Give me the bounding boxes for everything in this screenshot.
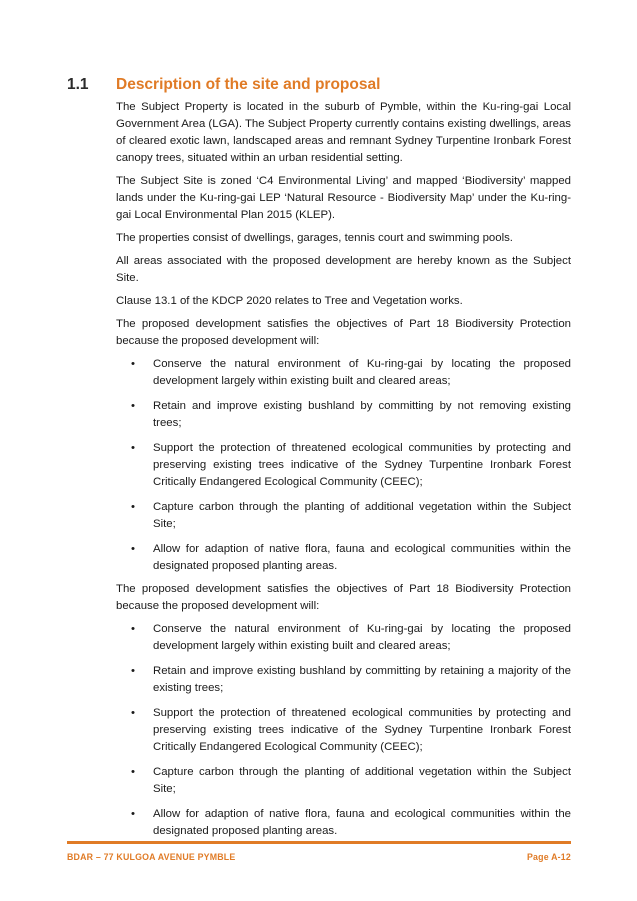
- bullet-item: [116, 499, 571, 533]
- bullet-icon: •: [131, 766, 135, 778]
- bullet-icon: •: [131, 442, 135, 454]
- bullet-item: [116, 440, 571, 491]
- bullet-text: Support the protection of threatened ecological communities by protecting and preserving existing trees indicative of the Sydney Turpentine Ironbark Forest Critically Endangered Ecological Community (CEEC);: [153, 707, 571, 753]
- bullet-icon: •: [131, 665, 135, 677]
- bullet-item: [116, 621, 571, 655]
- section-title: Description of the site and proposal: [116, 76, 381, 93]
- bullet-icon: •: [131, 808, 135, 820]
- paragraph: The proposed development satisfies the objectives of Part 18 Biodiversity Protection because the proposed development will:: [116, 318, 571, 347]
- paragraph: All areas associated with the proposed development are hereby known as the Subject Site.: [116, 255, 571, 284]
- bullet-text: Capture carbon through the planting of additional vegetation within the Subject Site;: [153, 501, 571, 530]
- paragraph: The Subject Site is zoned ‘C4 Environmental Living’ and mapped ‘Biodiversity’ mapped lands under the Ku-ring-gai LEP ‘Natural Resource - Biodiversity Map’ under the Ku-ring-gai Local Environmental Plan 2015 (KLEP).: [116, 175, 571, 221]
- bullet-text: Allow for adaption of native flora, fauna and ecological communities within the designated proposed planting areas.: [153, 808, 571, 837]
- section-number: 1.1: [67, 76, 89, 93]
- bullet-item: [116, 705, 571, 756]
- section-heading: [67, 76, 380, 94]
- bullet-text: Support the protection of threatened ecological communities by protecting and preserving existing trees indicative of the Sydney Turpentine Ironbark Forest Critically Endangered Ecological Community (CEEC);: [153, 442, 571, 488]
- paragraph: The properties consist of dwellings, garages, tennis court and swimming pools.: [116, 232, 513, 244]
- bullet-icon: •: [131, 358, 135, 370]
- footer-page-number: Page A-12: [526, 852, 571, 862]
- paragraph: Clause 13.1 of the KDCP 2020 relates to Tree and Vegetation works.: [116, 295, 463, 307]
- bullet-item: [116, 764, 571, 798]
- bullet-item: [116, 663, 571, 697]
- bullet-text: Conserve the natural environment of Ku-ring-gai by locating the proposed development largely within existing built and cleared areas;: [153, 623, 571, 652]
- bullet-text: Allow for adaption of native flora, fauna and ecological communities within the designated proposed planting areas.: [153, 543, 571, 572]
- bullet-text: Retain and improve existing bushland by committing by retaining a majority of the existing trees;: [153, 665, 571, 694]
- bullet-icon: •: [131, 501, 135, 513]
- bullet-list-1: [116, 356, 571, 575]
- bullet-text: Capture carbon through the planting of additional vegetation within the Subject Site;: [153, 766, 571, 795]
- bullet-item: [116, 806, 571, 840]
- bullet-item: [116, 541, 571, 575]
- bullet-item: [116, 398, 571, 432]
- bullet-text: Conserve the natural environment of Ku-ring-gai by locating the proposed development largely within existing built and cleared areas;: [153, 358, 571, 387]
- bullet-icon: •: [131, 400, 135, 412]
- bullet-icon: •: [131, 543, 135, 555]
- bullet-list-2: [116, 621, 571, 840]
- body-text: [116, 99, 571, 846]
- paragraph: The proposed development satisfies the objectives of Part 18 Biodiversity Protection because the proposed development will:: [116, 583, 571, 612]
- footer-divider: [67, 841, 571, 844]
- bullet-icon: •: [131, 707, 135, 719]
- bullet-icon: •: [131, 623, 135, 635]
- footer-document-title: BDAR – 77 KULGOA AVENUE PYMBLE: [67, 852, 236, 862]
- bullet-text: Retain and improve existing bushland by committing by not removing existing trees;: [153, 400, 571, 429]
- bullet-item: [116, 356, 571, 390]
- paragraph: The Subject Property is located in the suburb of Pymble, within the Ku-ring-gai Local Government Area (LGA). The Subject Property currently contains existing dwellings, areas of cleared exotic lawn, landscaped areas and remnant Sydney Turpentine Ironbark Forest canopy trees, situated within an urban residential setting.: [116, 101, 571, 164]
